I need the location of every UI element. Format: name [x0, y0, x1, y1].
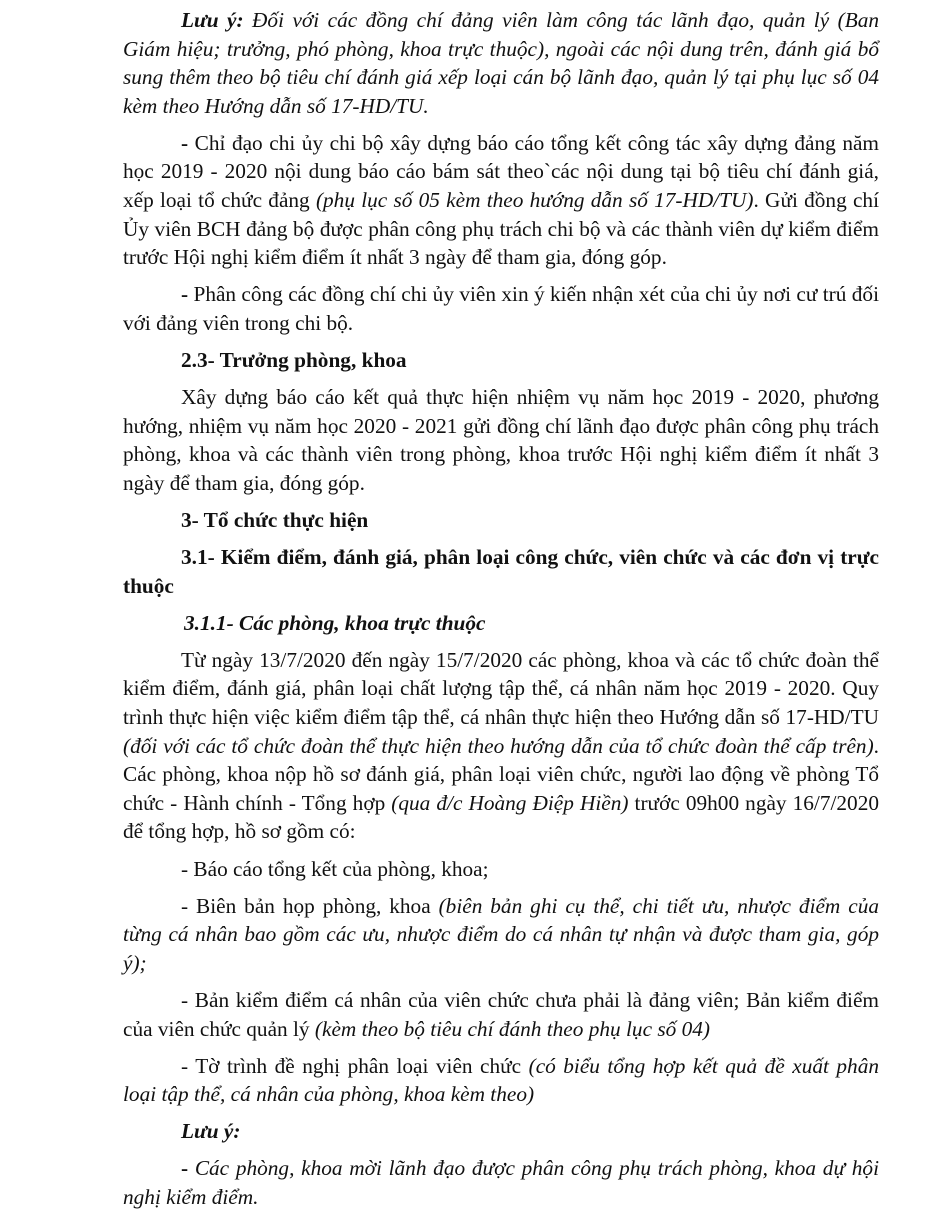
- paragraph-text: Phân công các đồng chí chi ủy viên xin ý kiến nhận xét của chi ủy nơi cư trú đối với đảng viên trong chi bộ.: [123, 282, 879, 335]
- paragraph-text: Từ ngày 13/7/2020 đến ngày 15/7/2020 các phòng, khoa và các tổ chức đoàn thể kiểm điểm, đánh giá, phân loại chất lượng tập thể, cá nhân năm học 2019 - 2020. Quy trình thực hiện việc kiểm điểm tập thể, cá nhân thực hiện theo Hướng dẫn số 17-HD/TU: [123, 647, 879, 730]
- heading-text: 2.3- Trưởng phòng, khoa: [181, 348, 407, 373]
- parenthetical-note: (biên bản ghi cụ thể, chi tiết ưu, nhược điểm của từng cá nhân bao gồm các ưu, nhược điểm do cá nhân tự nhận và được tham gia, góp ý);: [123, 893, 879, 975]
- list-item-text: - Báo cáo tổng kết của phòng, khoa;: [181, 856, 489, 881]
- list-item-text: - Bản kiểm điểm cá nhân của viên chức chưa phải là đảng viên; Bản kiểm điểm của viên chức quản lý: [123, 987, 879, 1041]
- section-heading-3-1-1: [123, 609, 879, 638]
- section-heading-2-3: [123, 346, 879, 375]
- paragraph-text: Chỉ đạo chi ủy chi bộ xây dựng báo cáo tổng kết công tác xây dựng đảng năm học 2019 - 2020 nội dung báo cáo bám sát theo`các nội dung tại bộ tiêu chí đánh giá, xếp loại tổ chức đảng: [123, 130, 879, 213]
- bullet-dash: -: [181, 282, 194, 307]
- list-item-proposal: [123, 1052, 879, 1109]
- paragraph-text: Xây dựng báo cáo kết quả thực hiện nhiệm vụ năm học 2019 - 2020, phương hướng, nhiệm vụ năm học 2020 - 2021 gửi đồng chí lãnh đạo được phân công phụ trách phòng, khoa và các thành viên trong phòng, khoa trước Hội nghị kiểm điểm ít nhất 3 ngày để tham gia, đóng góp.: [123, 385, 879, 495]
- heading-text: 3- Tổ chức thực hiện: [181, 508, 369, 532]
- list-item-text: - Biên bản họp phòng, khoa: [181, 893, 439, 918]
- parenthetical-note: (có biểu tổng hợp kết quả đề xuất phân loại tập thể, cá nhân của phòng, khoa kèm theo): [123, 1053, 879, 1107]
- list-item-text: - Tờ trình đề nghị phân loại viên chức: [181, 1053, 529, 1078]
- heading-text: 3.1- Kiểm điểm, đánh giá, phân loại công chức, viên chức và các đơn vị trực thuộc: [123, 545, 879, 598]
- parenthetical-note: (đối với các tổ chức đoàn thể thực hiện theo hướng dẫn của tổ chức đoàn thể cấp trên): [123, 733, 874, 758]
- bullet-dash: -: [181, 1156, 195, 1181]
- paragraph-direct-branch-committee: [123, 129, 879, 272]
- note-label: Lưu ý:: [181, 1119, 241, 1144]
- section-heading-3: [123, 506, 879, 535]
- paragraph-note-leaders: [123, 6, 879, 120]
- paragraph-schedule: [123, 646, 879, 846]
- section-heading-3-1: [123, 543, 879, 600]
- paragraph-note-invite-leaders: [123, 1154, 879, 1211]
- paragraph-assign-committee-members: [123, 280, 879, 337]
- list-item-self-review: [123, 986, 879, 1043]
- list-item-meeting-minutes: [123, 892, 879, 978]
- note-text: Đối với các đồng chí đảng viên làm công tác lãnh đạo, quản lý (Ban Giám hiệu; trưởng, phó phòng, khoa trực thuộc), ngoài các nội dung trên, đánh giá bổ sung thêm theo bộ tiêu chí đánh giá xếp loại cán bộ lãnh đạo, quản lý tại phụ lục số 04 kèm theo Hướng dẫn số 17-HD/TU.: [123, 8, 879, 118]
- paragraph-text: . Các phòng, khoa nộp hồ sơ đánh giá, phân loại viên chức, người lao động về phòng Tổ chức - Hành chính - Tổng hợp: [123, 733, 879, 815]
- bullet-dash: -: [181, 130, 195, 155]
- document-page: [123, 6, 879, 1220]
- paragraph-text: trước 09h00 ngày 16/7/2020 để tổng hợp, hồ sơ gồm có:: [123, 790, 879, 844]
- heading-text: 3.1.1- Các phòng, khoa trực thuộc: [184, 610, 486, 635]
- note-label: Lưu ý:: [181, 8, 244, 32]
- paragraph-dept-head-report: [123, 383, 879, 497]
- appendix-reference: (phụ lục số 05 kèm theo hướng dẫn số 17-HD/TU): [315, 188, 754, 213]
- list-item-summary-report: [123, 855, 879, 884]
- paragraph-text: . Gửi đồng chí Ủy viên BCH đảng bộ được phân công phụ trách chi bộ và các thành viên dự kiểm điểm trước Hội nghị kiểm điểm ít nhất 3 ngày để tham gia, đóng góp.: [123, 188, 879, 270]
- note-text: Các phòng, khoa mời lãnh đạo được phân công phụ trách phòng, khoa dự hội nghị kiểm điểm.: [123, 1156, 879, 1209]
- note-label-paragraph: [123, 1117, 879, 1146]
- contact-person-note: (qua đ/c Hoàng Điệp Hiền): [391, 790, 629, 815]
- parenthetical-note: (kèm theo bộ tiêu chí đánh theo phụ lục số 04): [314, 1016, 710, 1041]
